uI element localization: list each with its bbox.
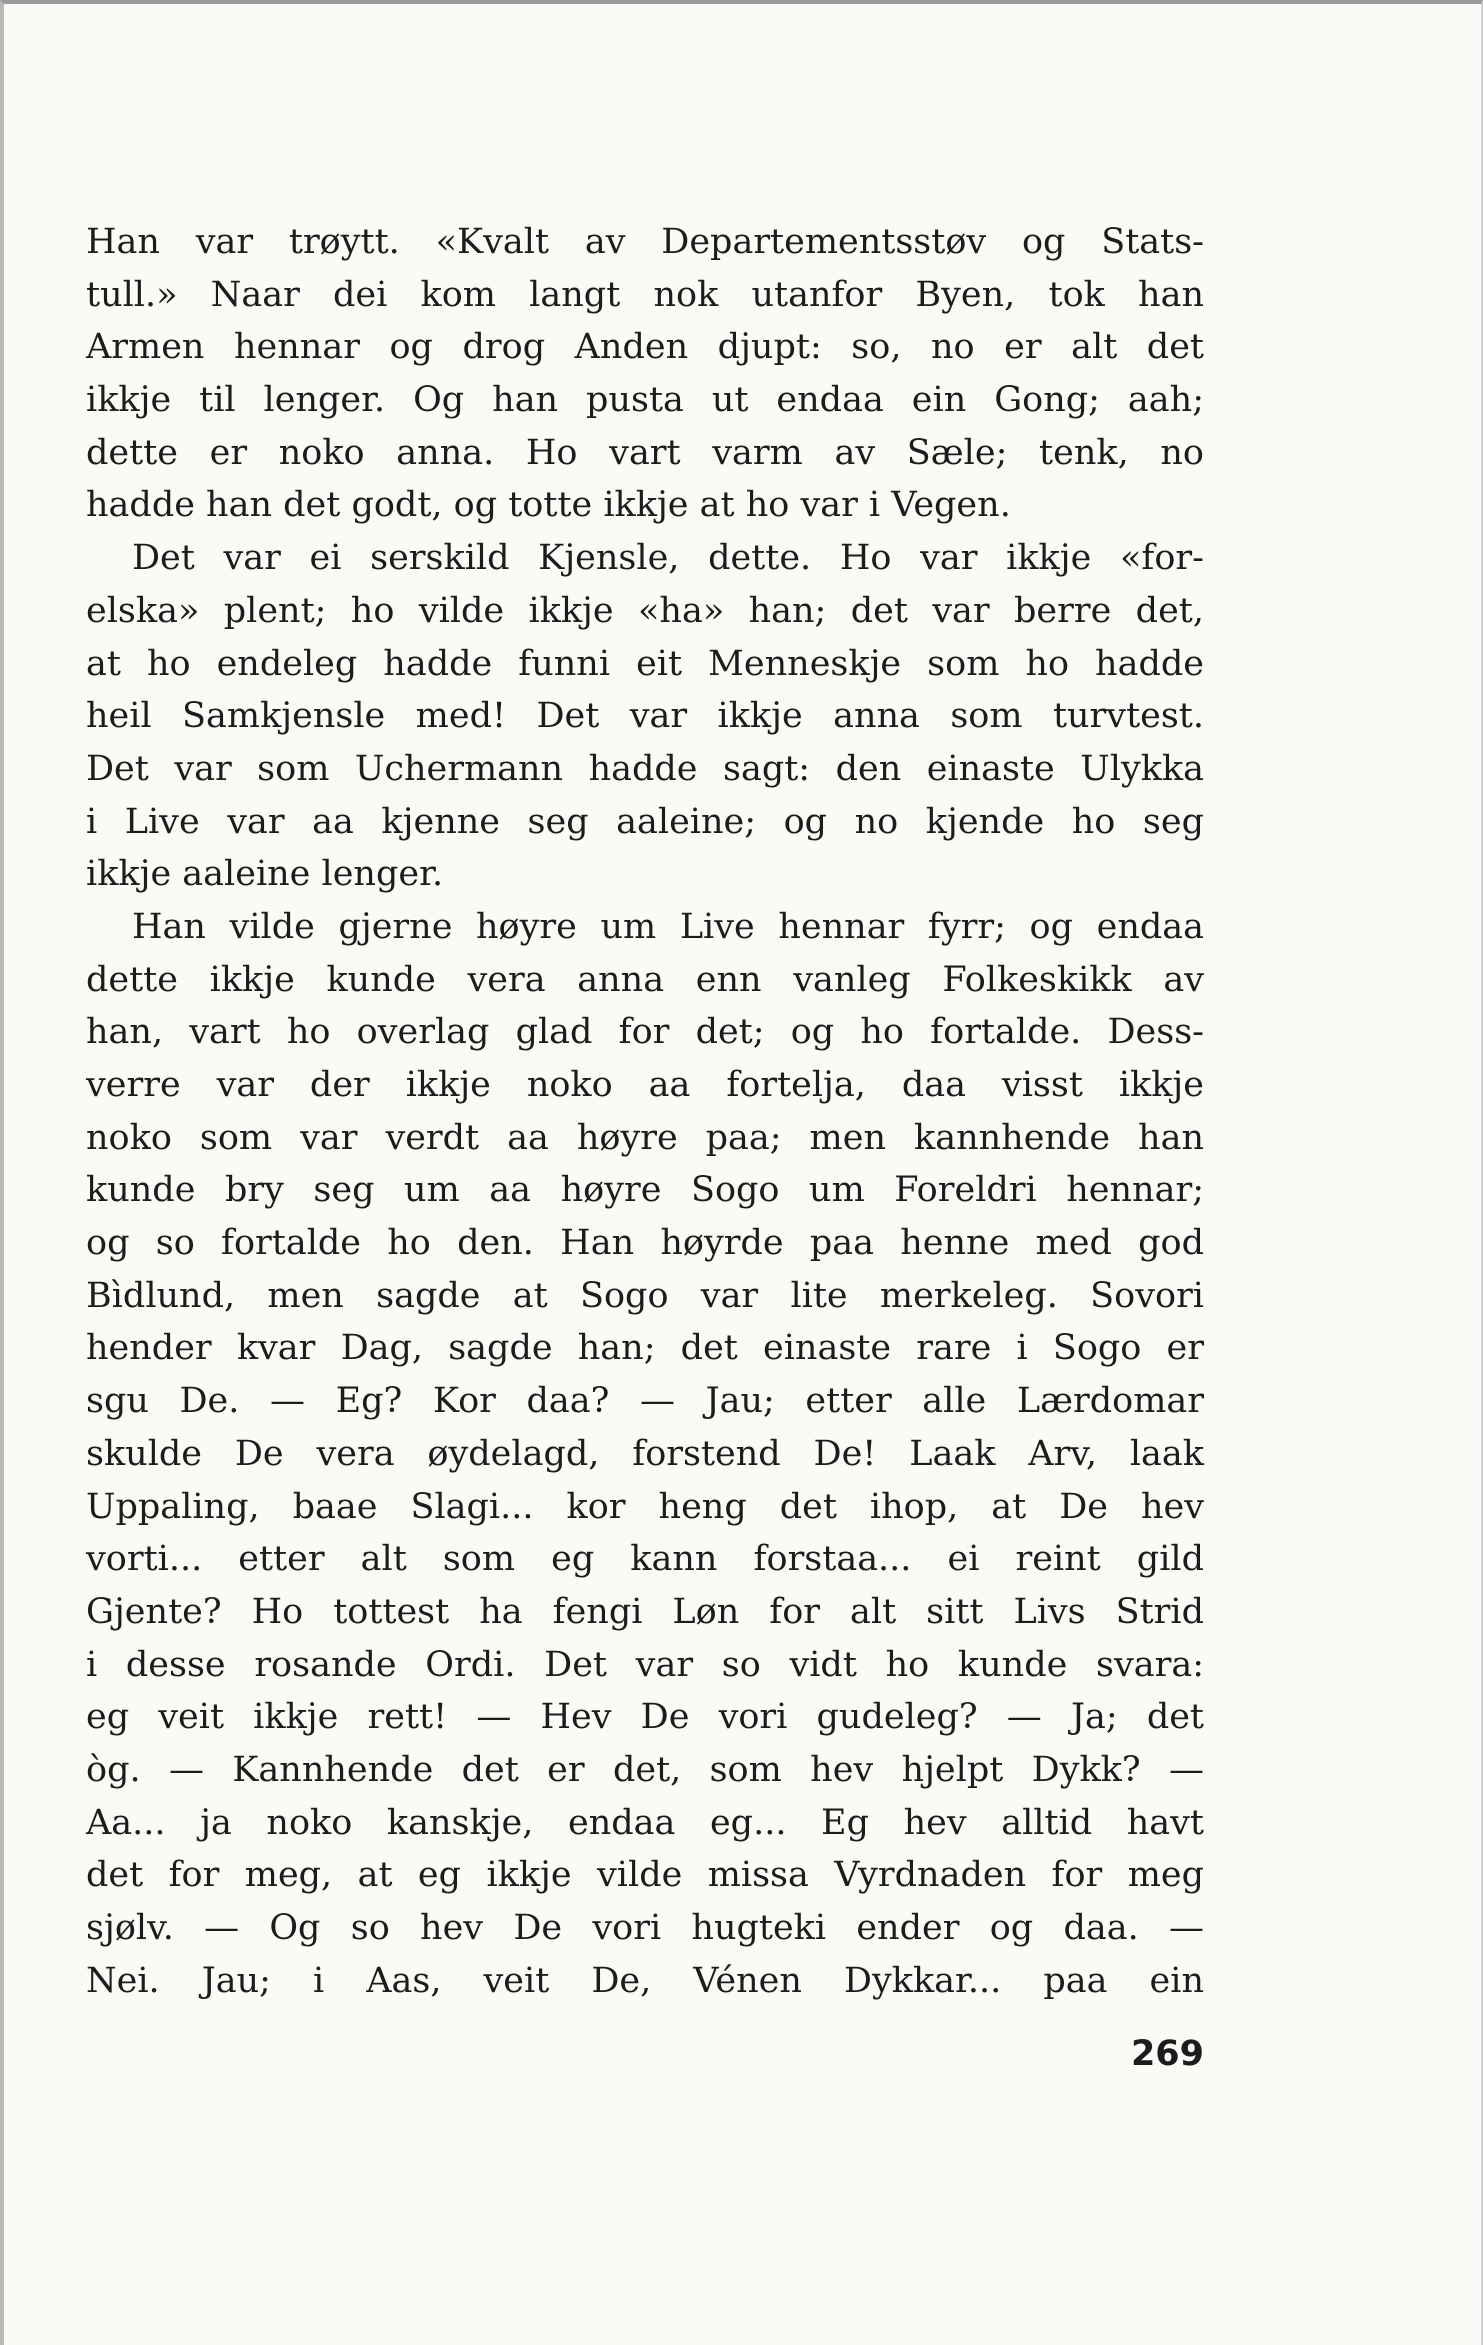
text-line: Aa... ja noko kanskje, endaa eg... Eg hev alltid havt: [86, 1802, 1204, 1843]
text-line: dette ikkje kunde vera anna enn vanleg Folkeskikk av: [86, 959, 1204, 1000]
text-line: sgu De. — Eg? Kor daa? — Jau; etter alle Lærdomar: [86, 1381, 1204, 1422]
text-line: Nei. Jau; i Aas, veit De, Vénen Dykkar... paa ein: [86, 1960, 1204, 2001]
text-line: i desse rosande Ordi. Det var so vidt ho kunde svara:: [86, 1644, 1204, 1685]
text-line: kunde bry seg um aa høyre Sogo um Foreldri hennar;: [86, 1170, 1204, 1211]
text-line: Det var ei serskild Kjensle, dette. Ho var ikkje «for-: [132, 538, 1204, 579]
text-line: det for meg, at eg ikkje vilde missa Vyrdnaden for meg: [86, 1855, 1204, 1896]
text-line: ikkje aaleine lenger.: [86, 854, 444, 895]
text-line: dette er noko anna. Ho vart varm av Sæle; tenk, no: [86, 432, 1204, 473]
text-line: vorti... etter alt som eg kann forstaa... ei reint gild: [86, 1539, 1204, 1580]
text-line: verre var der ikkje noko aa fortelja, daa visst ikkje: [86, 1065, 1204, 1105]
text-line: Han var trøytt. «Kvalt av Departementsstøv og Stats-: [86, 222, 1204, 262]
text-line: noko som var verdt aa høyre paa; men kannhende han: [86, 1117, 1204, 1158]
page-number: 269: [1130, 2034, 1204, 2074]
text-line: hadde han det godt, og totte ikkje at ho var i Vegen.: [86, 485, 1011, 526]
text-line: at ho endeleg hadde funni eit Menneskje som ho hadde: [86, 643, 1204, 684]
text-line: Uppaling, baae Slagi... kor heng det ihop, at De hev: [86, 1486, 1204, 1527]
text-line: Det var som Uchermann hadde sagt: den einaste Ulykka: [86, 748, 1204, 789]
text-line: eg veit ikkje rett! — Hev De vori gudeleg? — Ja; det: [86, 1697, 1204, 1738]
text-line: Han vilde gjerne høyre um Live hennar fyrr; og endaa: [132, 906, 1204, 947]
body-text: [86, 216, 1204, 2007]
text-line: tull.» Naar dei kom langt nok utanfor Byen, tok han: [86, 274, 1204, 315]
text-line: skulde De vera øydelagd, forstend De! Laak Arv, laak: [86, 1433, 1204, 1474]
text-line: han, vart ho overlag glad for det; og ho fortalde. Dess-: [86, 1012, 1204, 1053]
text-line: Bìdlund, men sagde at Sogo var lite merkeleg. Sovori: [86, 1275, 1204, 1316]
text-line: elska» plent; ho vilde ikkje «ha» han; det var berre det,: [86, 590, 1204, 631]
text-line: Armen hennar og drog Anden djupt: so, no er alt det: [86, 327, 1204, 368]
text-line: sjølv. — Og so hev De vori hugteki ender og daa. —: [86, 1908, 1204, 1948]
text-line: òg. — Kannhende det er det, som hev hjelpt Dykk? —: [86, 1749, 1204, 1790]
text-line: og so fortalde ho den. Han høyrde paa henne med god: [86, 1223, 1204, 1264]
text-line: hender kvar Dag, sagde han; det einaste rare i Sogo er: [86, 1328, 1204, 1369]
text-line: ikkje til lenger. Og han pusta ut endaa ein Gong; aah;: [86, 380, 1204, 421]
text-line: Gjente? Ho tottest ha fengi Løn for alt sitt Livs Strid: [86, 1591, 1204, 1632]
text-line: heil Samkjensle med! Det var ikkje anna som turvtest.: [86, 696, 1204, 737]
text-line: i Live var aa kjenne seg aaleine; og no kjende ho seg: [86, 801, 1204, 842]
